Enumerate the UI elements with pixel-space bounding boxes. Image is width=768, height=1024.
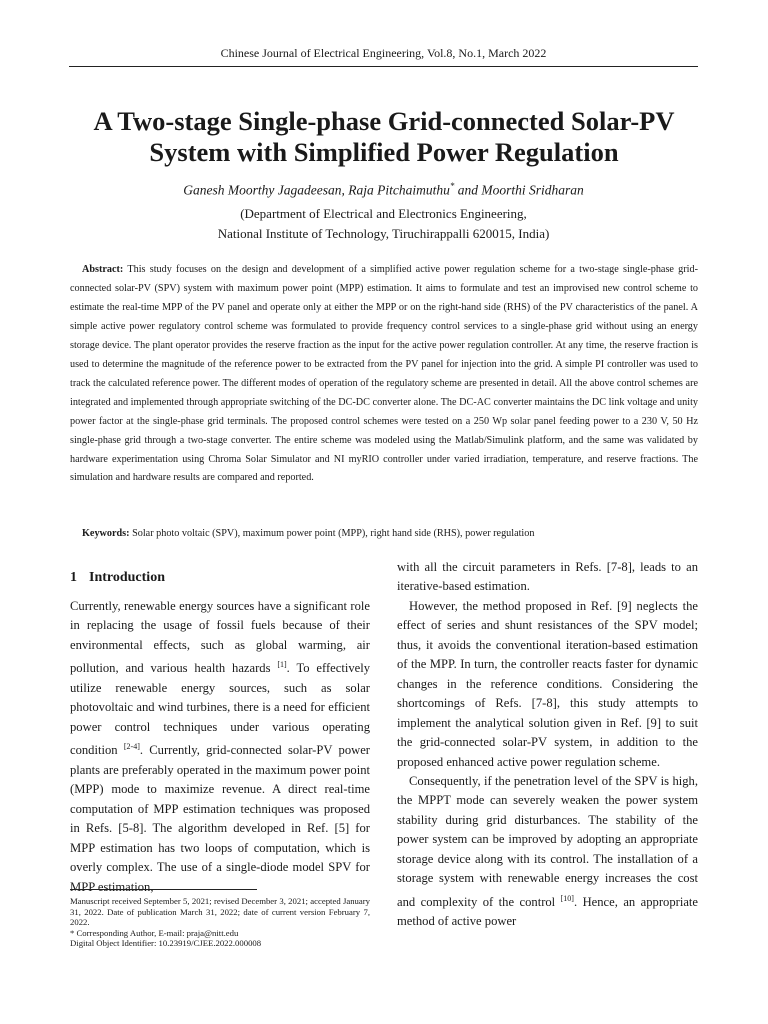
citation: [2-4] xyxy=(123,742,140,752)
paragraph-text-1: Consequently, if the penetration level of the SPV is high, the MPPT mode can severely weaken the power system stability during grid disturbances. The stability of the power system can be improved by adopting an appropriate storage device along with its control. The installation of a storage system with renewable energy increases the cost and complexity of the control xyxy=(397,773,698,909)
intro-text-1: Currently, renewable energy sources have a significant role in replacing the usage of fossil fuels because of their environmental effects, such as global warming, air pollution, and various health hazards xyxy=(70,599,370,676)
paragraph-text-2: . Hence, an appropriate method of active power xyxy=(397,894,698,929)
intro-text-3: . Currently, grid-connected solar-PV power plants are preferably operated in the maximum power point (MPP) mode to maximize revenue. A direct real-time computation of MPP estimation techniques was proposed in Refs. [5-8]. The algorithm developed in Ref. [5] for MPP estimation has two loops of computation, which is overly complex. The use of a single-diode model SPV for MPP estimation, xyxy=(70,743,370,894)
paragraph xyxy=(397,772,698,932)
header-divider xyxy=(69,66,698,67)
authors-text-end: and Moorthi Sridharan xyxy=(454,182,584,198)
abstract xyxy=(70,261,698,488)
continued-paragraph: with all the circuit parameters in Refs. [7-8], leads to an iterative-based estimation. xyxy=(397,560,698,594)
manuscript-dates: Manuscript received September 5, 2021; revised December 3, 2021; accepted January 31, 2022. Date of publication March 31, 2022; date of current version February 7, 2022. xyxy=(70,896,370,928)
corresponding-author-marker: * xyxy=(449,181,455,191)
title-line-2: System with Simplified Power Regulation xyxy=(149,137,619,167)
intro-paragraph xyxy=(70,597,370,897)
left-column xyxy=(70,568,370,897)
affiliation-line-1: (Department of Electrical and Electronics Engineering, xyxy=(240,206,527,221)
keywords-text: Solar photo voltaic (SPV), maximum power point (MPP), right hand side (RHS), power regulation xyxy=(132,528,535,539)
corresponding-author-note: * Corresponding Author, E-mail: praja@nitt.edu xyxy=(70,927,239,938)
affiliation xyxy=(69,204,698,244)
authors-text: Ganesh Moorthy Jagadeesan, Raja Pitchaimuthu xyxy=(183,182,450,198)
doi: Digital Object Identifier: 10.23919/CJEE.2022.000008 xyxy=(70,938,262,949)
section-heading xyxy=(70,568,370,588)
title-line-1: A Two-stage Single-phase Grid-connected Solar-PV xyxy=(93,106,675,136)
affiliation-line-2: National Institute of Technology, Tiruchirappalli 620015, India) xyxy=(217,226,550,241)
abstract-text: This study focuses on the design and development of a simplified active power regulation scheme for a two-stage single-phase grid-connected solar-PV (SPV) system with maximum power point (MPP) estimation. It aims to formulate and test an improvised new control scheme to estimate the real-time MPP of the PV panel and operate only at either the MPP or on the right-hand side (RHS) of the PV characteristics of the panel. A simple active power regulatory control scheme was formulated to provide frequency control services to a single-phase grid without using an energy storage device. The plant operator provides the reserve fraction as the input for the active power regulation controller. At any time, the reserve fraction is used to determine the magnitude of the reference power to be extracted from the PV panel for injection into the grid. A simple PI controller was used to track the calculated reference power. The different modes of operation of the regulatory scheme are presented in detail. All the above control schemes are integrated and implemented through appropriate switching of the DC-DC converter alone. The DC-AC converter maintains the DC link voltage and unity power factor at the single-phase grid terminals. The proposed control schemes were tested on a 250 Wp solar panel feeding power to a 230 V, 50 Hz single-phase grid through a two-stage converter. The entire scheme was modeled using the Matlab/Simulink platform, and the same was validated by hardware experimentation using Chroma Solar Simulator and NI myRIO controller under varied irradiation, temperature, and reserve fractions. The simulation and hardware results are compared and reported. xyxy=(70,264,698,484)
abstract-label: Abstract: xyxy=(82,264,124,275)
section-number: 1 xyxy=(70,570,77,585)
journal-header: Chinese Journal of Electrical Engineering, Vol.8, No.1, March 2022 xyxy=(220,46,547,60)
citation: [10] xyxy=(560,893,574,903)
keywords-label: Keywords: xyxy=(82,528,130,539)
paper-title xyxy=(40,106,728,168)
citation: [1] xyxy=(277,660,287,670)
author-list xyxy=(69,181,698,199)
keywords xyxy=(70,525,698,543)
section-title: Introduction xyxy=(89,570,165,585)
right-column xyxy=(397,558,698,932)
intro-text-2: . To effectively utilize renewable energy sources, such as solar photovoltaic and wind turbines, there is a need for efficient power control techniques under various operating condition xyxy=(70,661,371,758)
footnotes xyxy=(70,896,370,949)
footnote-divider xyxy=(70,889,257,890)
paragraph: However, the method proposed in Ref. [9] neglects the effect of series and shunt resistances of the SPV model; thus, it avoids the conventional iteration-based estimation of the MPP. In turn, the controller reacts faster for dynamic changes in the reference conditions. Considering the shortcomings of Refs. [7-8], this study attempts to implement the analytical solution given in Ref. [9] to suit the grid-connected solar-PV system, in addition to the proposed enhanced active power regulation scheme. xyxy=(397,598,698,769)
